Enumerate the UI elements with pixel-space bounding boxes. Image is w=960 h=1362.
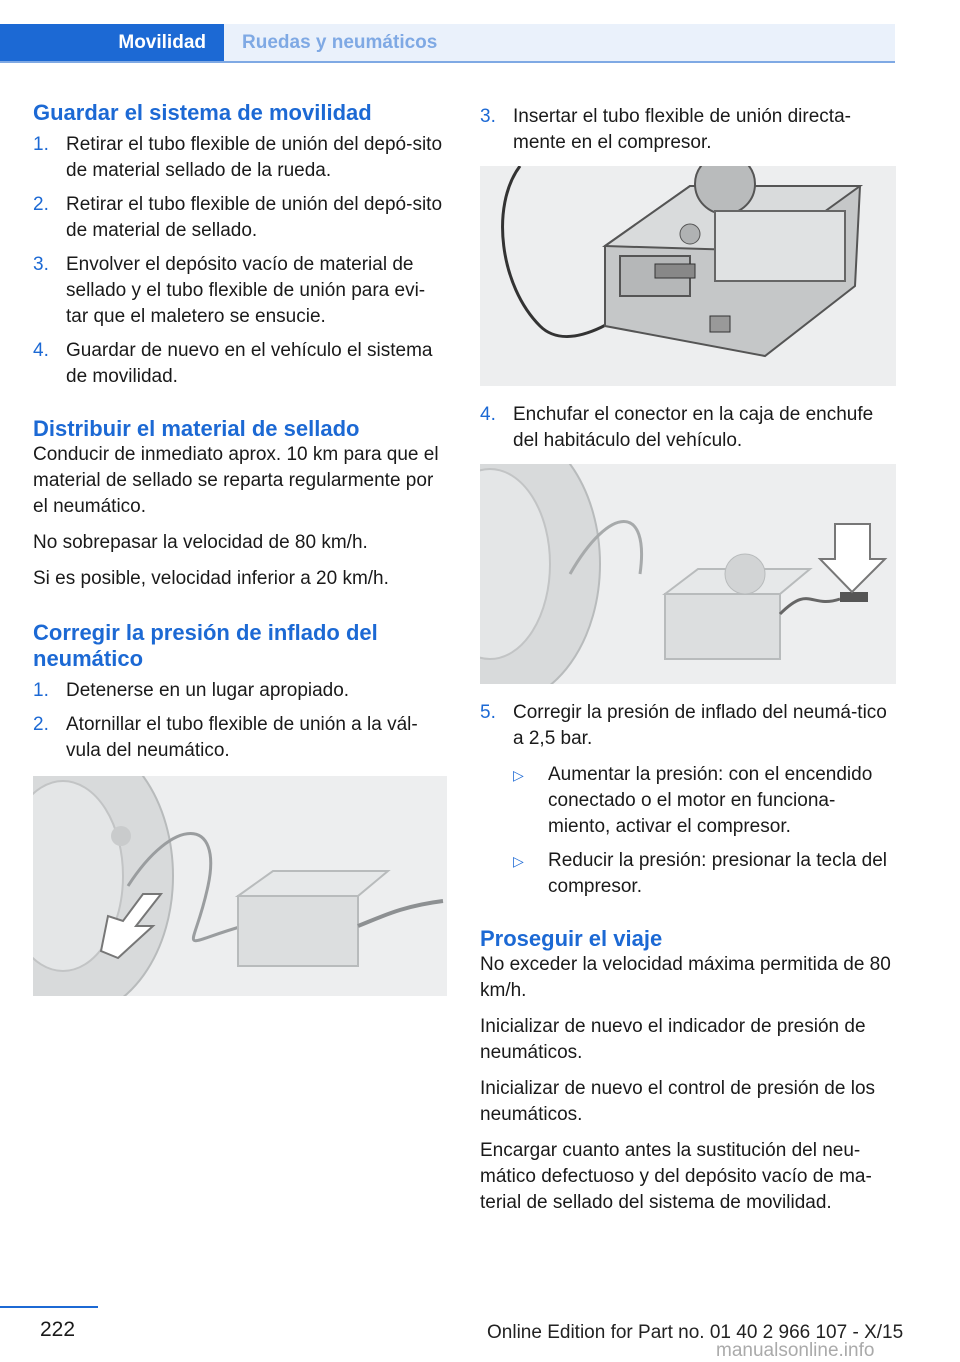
edition-text: Online Edition for Part no. 01 40 2 966 107 - X/15	[487, 1322, 904, 1343]
heading-proseguir-viaje: Proseguir el viaje	[480, 926, 663, 951]
list-item	[513, 762, 896, 840]
step-text: Guardar de nuevo en el vehículo el sistema de movilidad.	[66, 340, 433, 387]
list-item	[33, 338, 447, 390]
step-number: 4.	[33, 340, 49, 361]
step-number: 5.	[480, 702, 496, 723]
bullet-text: Aumentar la presión: con el encendido conectado o el motor en funciona-miento, activar el compresor.	[548, 764, 873, 837]
paragraph: Si es posible, velocidad inferior a 20 km/h.	[33, 568, 389, 589]
step-text: Insertar el tubo flexible de unión directa-mente en el compresor.	[513, 106, 851, 153]
list-item	[33, 712, 447, 764]
paragraph: No sobrepasar la velocidad de 80 km/h.	[33, 532, 368, 553]
list-item	[480, 700, 896, 752]
figure-plug-socket	[480, 464, 896, 684]
left-column	[33, 100, 447, 1012]
footer-divider	[0, 1306, 98, 1308]
bullet-text: Reducir la presión: presionar la tecla del compresor.	[548, 850, 888, 897]
paragraph: Encargar cuanto antes la sustitución del neu-mático defectuoso y del depósito vacío de ma-terial de sellado del sistema de movilidad.	[480, 1140, 872, 1213]
header-tabs	[0, 0, 895, 62]
step-number: 2.	[33, 714, 49, 735]
step-number: 4.	[480, 404, 496, 425]
step-text: Retirar el tubo flexible de unión del depó-sito de material de sellado.	[66, 194, 443, 241]
illustration-compressor	[480, 166, 896, 386]
watermark: manualsonline.info	[716, 1340, 875, 1361]
steps-guardar	[33, 132, 447, 390]
list-item	[480, 402, 896, 454]
triangle-icon: ▷	[513, 853, 524, 869]
heading-guardar-sistema: Guardar el sistema de movilidad	[33, 100, 372, 125]
step-number: 3.	[480, 106, 496, 127]
step-number: 2.	[33, 194, 49, 215]
step-text: Retirar el tubo flexible de unión del depó-sito de material sellado de la rueda.	[66, 134, 443, 181]
figure-compressor-hose	[480, 166, 896, 386]
page-number: 222	[40, 1318, 76, 1341]
paragraph: Inicializar de nuevo el indicador de presión de neumáticos.	[480, 1016, 866, 1063]
list-item	[33, 678, 447, 704]
step-number: 1.	[33, 134, 49, 155]
right-column	[480, 100, 896, 1226]
paragraph: Inicializar de nuevo el control de presión de los neumáticos.	[480, 1078, 876, 1125]
list-item	[33, 252, 447, 330]
step-text: Corregir la presión de inflado del neumá-tico a 2,5 bar.	[513, 702, 887, 749]
list-item	[513, 848, 896, 900]
figure-hose-to-valve	[33, 776, 447, 996]
heading-corregir-presion: Corregir la presión de inflado del neumático	[33, 620, 378, 671]
triangle-icon: ▷	[513, 767, 524, 783]
paragraph: No exceder la velocidad máxima permitida de 80 km/h.	[480, 954, 891, 1001]
steps-right-middle	[480, 402, 896, 454]
step-number: 3.	[33, 254, 49, 275]
steps-right-bottom	[480, 700, 896, 752]
step-text: Envolver el depósito vacío de material de sellado y el tubo flexible de unión para evi-tar que el maletero se ensucie.	[66, 254, 426, 327]
step-text: Enchufar el conector en la caja de enchufe del habitáculo del vehículo.	[513, 404, 874, 451]
bullets-presion	[513, 762, 896, 900]
heading-distribuir-material: Distribuir el material de sellado	[33, 416, 360, 441]
step-number: 1.	[33, 680, 49, 701]
header-divider	[0, 61, 895, 63]
illustration-tire-valve	[33, 776, 447, 996]
list-item	[33, 132, 447, 184]
step-text: Atornillar el tubo flexible de unión a la vál-vula del neumático.	[66, 714, 418, 761]
tab-movilidad[interactable]: Movilidad	[0, 24, 224, 61]
tab-ruedas-neumaticos[interactable]: Ruedas y neumáticos	[224, 24, 895, 61]
illustration-plug-arrow	[480, 464, 896, 684]
list-item	[33, 192, 447, 244]
paragraph: Conducir de inmediato aprox. 10 km para que el material de sellado se reparta regularmente por el neumático.	[33, 444, 439, 517]
step-text: Detenerse en un lugar apropiado.	[66, 680, 350, 701]
steps-right-top	[480, 104, 896, 156]
list-item	[480, 104, 896, 156]
steps-corregir	[33, 678, 447, 764]
